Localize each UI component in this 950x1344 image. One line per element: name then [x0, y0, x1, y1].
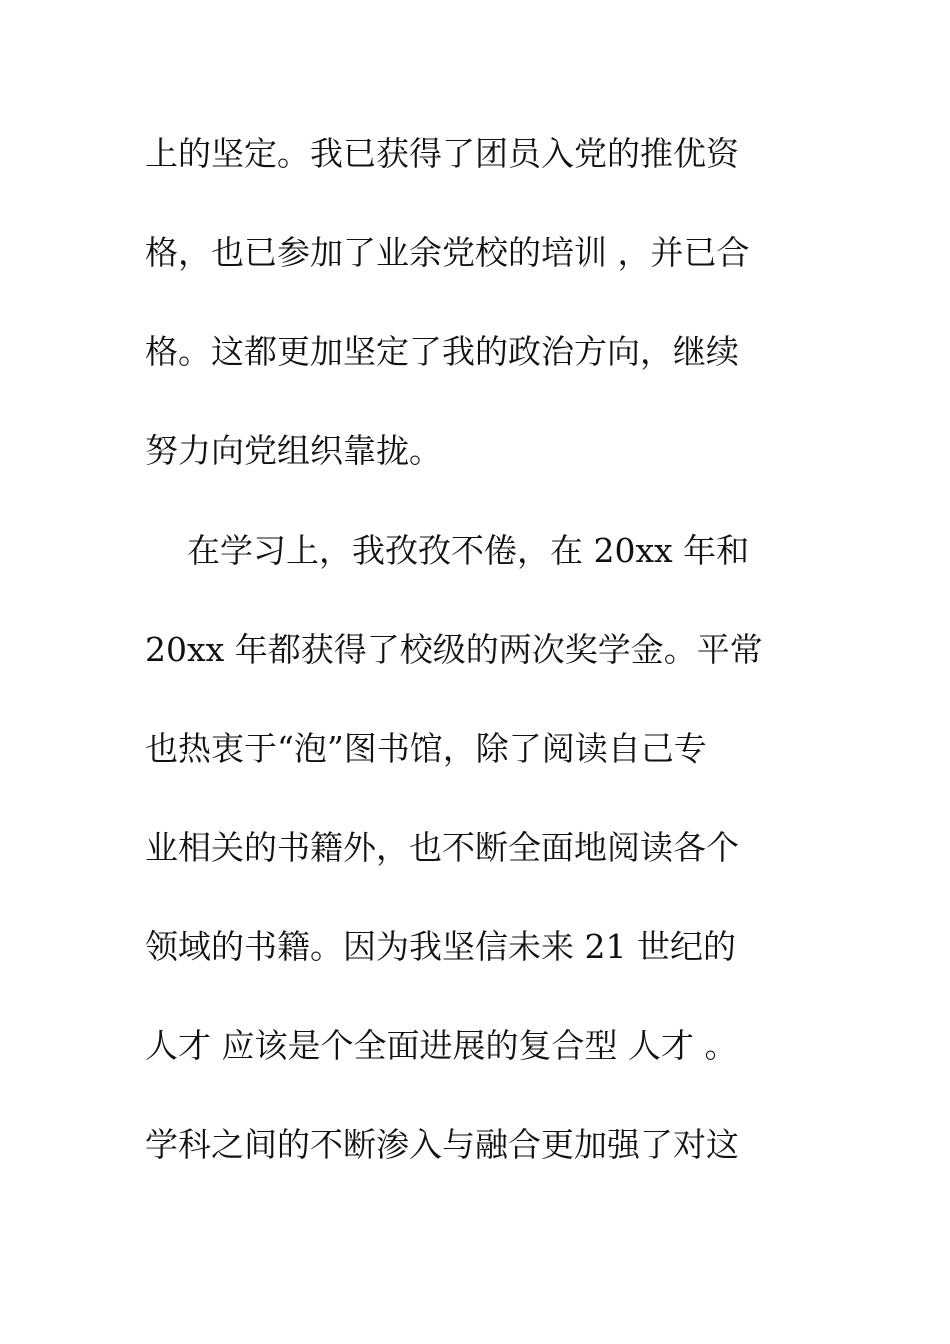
text-line: 也热衷于“泡”图书馆，除了阅读自己专: [145, 729, 707, 768]
text-line: 格，也已参加了业余党校的培训 ，并已合: [145, 233, 750, 272]
text-line: 领域的书籍。因为我坚信未来 21 世纪的: [145, 927, 736, 966]
text-line: 在学习上，我孜孜不倦，在 20xx 年和: [145, 531, 750, 570]
text-line: 上的坚定。我已获得了团员入党的推优资: [145, 134, 739, 173]
text-line: 学科之间的不断渗入与融合更加强了对这: [145, 1125, 739, 1164]
text-line: 人才 应该是个全面进展的复合型 人才 。: [145, 1026, 738, 1065]
text-line: 业相关的书籍外，也不断全面地阅读各个: [145, 828, 739, 867]
text-line: 努力向党组织靠拢。: [145, 431, 442, 470]
text-line: 格。这都更加坚定了我的政治方向，继续: [145, 332, 739, 371]
text-line: 20xx 年都获得了校级的两次奖学金。平常: [145, 630, 763, 669]
